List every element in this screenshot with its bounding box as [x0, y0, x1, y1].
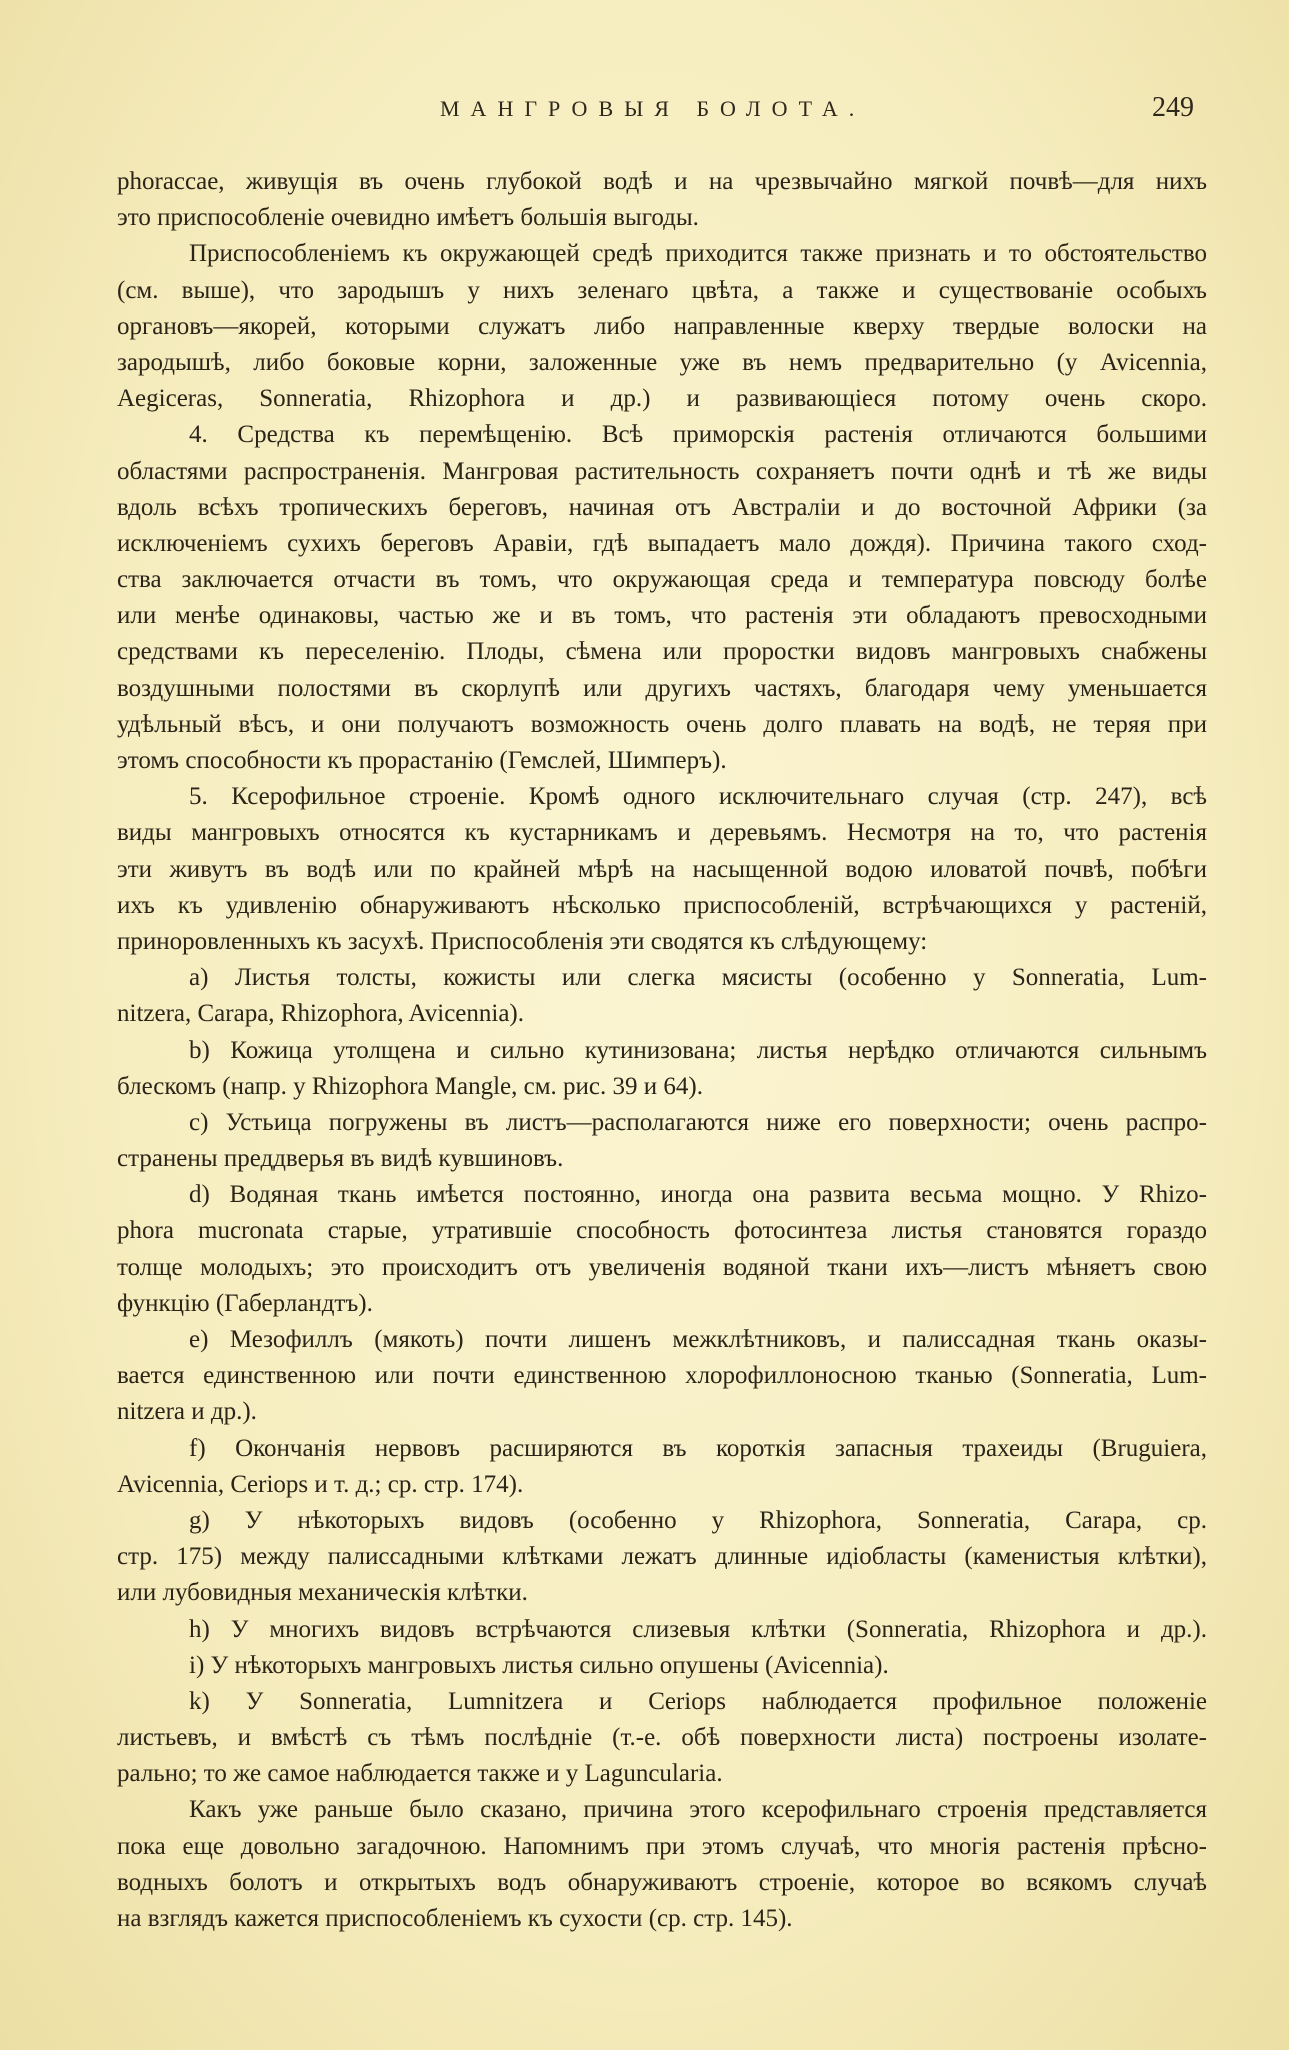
running-head: МАНГРОВЫЯ БОЛОТА.: [440, 96, 866, 121]
text-line: средствами къ переселенію. Плоды, сѣмена или проростки видовъ мангровыхъ снабжены: [117, 638, 1207, 666]
text-line: толще молодыхъ; это происходитъ отъ увеличенія водяной ткани ихъ—листъ мѣняетъ свою: [117, 1253, 1207, 1281]
text-line: 5. Ксерофильное строеніе. Кромѣ одного исключительнаго случая (стр. 247), всѣ: [189, 783, 1207, 811]
text-line: ихъ къ удивленію обнаруживаютъ нѣсколько приспособленій, встрѣчающихся у растеній,: [117, 891, 1207, 919]
text-line: стр. 175) между палиссадными клѣтками лежатъ длинные идіобласты (каменистыя клѣтки),: [117, 1543, 1207, 1571]
text-line: исключеніемъ сухихъ береговъ Аравіи, гдѣ выпадаетъ мало дождя). Причина такого сход-: [117, 529, 1207, 557]
text-line: Avicennia, Ceriops и т. д.; ср. стр. 174).: [117, 1470, 524, 1498]
text-line: зародышѣ, либо боковые корни, заложенные уже въ немъ предварительно (у Avicennia,: [117, 348, 1207, 376]
text-line: пока еще довольно загадочною. Напомнимъ при этомъ случаѣ, что многія растенія прѣсно-: [117, 1832, 1207, 1860]
text-line: Aegiceras, Sonneratia, Rhizophora и др.) и развивающіеся потому очень скоро.: [117, 385, 1207, 413]
text-line: блескомъ (напр. у Rhizophora Mangle, см. рис. 39 и 64).: [117, 1072, 703, 1100]
text-line: листьевъ, и вмѣстѣ съ тѣмъ послѣдніе (т.-е. обѣ поверхности листа) построены изолате-: [117, 1724, 1207, 1752]
text-line: органовъ—якорей, которыми служатъ либо направленные кверху твердые волоски на: [117, 312, 1207, 340]
text-line: nitzera и др.).: [117, 1398, 257, 1426]
text-line: водныхъ болотъ и открытыхъ водъ обнаруживаютъ строеніе, которое во всякомъ случаѣ: [117, 1868, 1207, 1896]
text-line: h) У многихъ видовъ встрѣчаются слизевыя клѣтки (Sonneratia, Rhizophora и др.).: [189, 1615, 1207, 1643]
text-line: странены преддверья въ видѣ кувшиновъ.: [117, 1145, 564, 1173]
text-line: воздушными полостями въ скорлупѣ или другихъ частяхъ, благодаря чему уменьшается: [117, 674, 1207, 702]
text-line: на взглядъ кажется приспособленіемъ къ сухости (ср. стр. 145).: [117, 1905, 793, 1932]
text-line: это приспособленіе очевидно имѣетъ большія выгоды.: [117, 204, 699, 232]
text-line: a) Листья толсты, кожисты или слегка мясисты (особенно у Sonneratia, Lum-: [189, 964, 1207, 992]
text-line: или менѣе одинаковы, частью же и въ томъ, что растенія эти обладаютъ превосходными: [117, 602, 1207, 630]
text-line: i) У нѣкоторыхъ мангровыхъ листья сильно опушены (Avicennia).: [189, 1651, 889, 1679]
text-line: функцію (Габерландтъ).: [117, 1289, 373, 1317]
text-line: c) Устьица погружены въ листъ—располагаются ниже его поверхности; очень распро-: [189, 1108, 1207, 1136]
text-line: k) У Sonneratia, Lumnitzera и Ceriops наблюдается профильное положеніе: [189, 1687, 1207, 1715]
text-line: f) Окончанія нервовъ расширяются въ короткія запасныя трахеиды (Bruguiera,: [189, 1434, 1207, 1462]
text-line: g) У нѣкоторыхъ видовъ (особенно у Rhizophora, Sonneratia, Carapa, ср.: [189, 1506, 1207, 1534]
text-line: 4. Средства къ перемѣщенію. Всѣ приморскія растенія отличаются большими: [189, 421, 1207, 449]
page-header: [0, 92, 1289, 132]
text-line: вдоль всѣхъ тропическихъ береговъ, начиная отъ Австраліи и до восточной Африки (за: [117, 493, 1207, 521]
text-line: Какъ уже раньше было сказано, причина этого ксерофильнаго строенія представляется: [189, 1796, 1207, 1824]
text-line: или лубовидныя механическія клѣтки.: [117, 1579, 528, 1607]
text-line: e) Мезофиллъ (мякоть) почти лишенъ межклѣтниковъ, и палиссадная ткань оказы-: [189, 1326, 1207, 1353]
text-line: nitzera, Carapa, Rhizophora, Avicennia).: [117, 1000, 525, 1028]
text-line: рально; то же самое наблюдается также и у Laguncularia.: [117, 1760, 723, 1788]
text-line: приноровленныхъ къ засухѣ. Приспособленія эти сводятся къ слѣдующему:: [117, 927, 928, 955]
body-text: [117, 164, 1207, 1937]
text-line: phora mucronata старые, утратившіе способность фотосинтеза листья становятся гораздо: [117, 1217, 1207, 1245]
text-line: ства заключается отчасти въ томъ, что окружающая среда и температура повсюду болѣе: [117, 566, 1207, 594]
text-line: phoracсae, живущія въ очень глубокой водѣ и на чрезвычайно мягкой почвѣ—для нихъ: [117, 168, 1207, 195]
text-line: (см. выше), что зародышъ у нихъ зеленаго цвѣта, а также и существованіе особыхъ: [117, 276, 1207, 304]
text-line: областями распространенія. Мангровая растительность сохраняетъ почти однѣ и тѣ же виды: [117, 457, 1207, 485]
text-line: эти живутъ въ водѣ или по крайней мѣрѣ на насыщенной водою иловатой почвѣ, побѣги: [117, 855, 1207, 883]
text-line: виды мангровыхъ относятся къ кустарникамъ и деревьямъ. Несмотря на то, что растенія: [117, 819, 1207, 847]
text-line: Приспособленіемъ къ окружающей средѣ приходится также признать и то обстоятельство: [189, 240, 1207, 268]
text-line: b) Кожица утолщена и сильно кутинизована; листья нерѣдко отличаются сильнымъ: [189, 1036, 1207, 1064]
text-line: d) Водяная ткань имѣется постоянно, иногда она развита весьма мощно. У Rhizo-: [189, 1181, 1207, 1209]
text-line: вается единственною или почти единственною хлорофиллоносною тканью (Sonneratia, Lum-: [117, 1362, 1207, 1390]
text-line: удѣльный вѣсъ, и они получаютъ возможность очень долго плавать на водѣ, не теряя при: [117, 710, 1207, 738]
page-number: 249: [1152, 92, 1194, 123]
text-line: этомъ способности къ прорастанію (Гемслей, Шимперъ).: [117, 747, 727, 774]
